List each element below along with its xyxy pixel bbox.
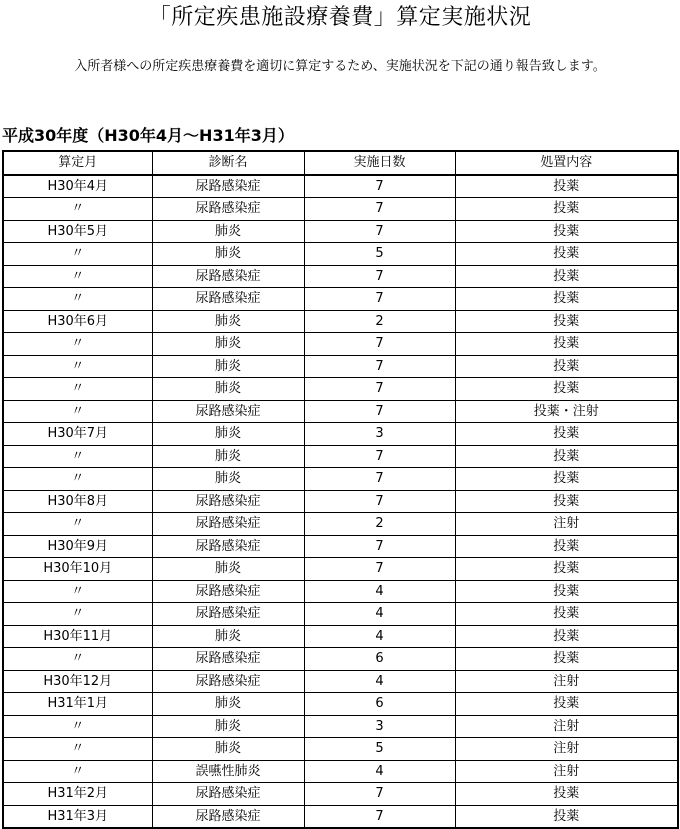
table-row <box>3 738 678 761</box>
cell-diagnosis: 肺炎 <box>152 378 304 401</box>
cell-month: 〃 <box>3 400 152 423</box>
header-diagnosis: 診断名 <box>152 151 304 175</box>
cell-days: 4 <box>304 670 455 693</box>
cell-treatment: 投薬 <box>455 693 678 716</box>
cell-diagnosis: 肺炎 <box>152 243 304 266</box>
cell-treatment: 投薬 <box>455 603 678 626</box>
table-row <box>3 558 678 581</box>
table-row <box>3 175 678 198</box>
cell-month: 〃 <box>3 760 152 783</box>
table-row <box>3 445 678 468</box>
cell-month: 〃 <box>3 355 152 378</box>
cell-days: 7 <box>304 288 455 311</box>
cell-treatment: 注射 <box>455 513 678 536</box>
cell-month: H30年8月 <box>3 490 152 513</box>
cell-days: 4 <box>304 603 455 626</box>
intro-text: 入所者様への所定疾患療養費を適切に算定するため、実施状況を下記の通り報告致します。 <box>74 59 606 74</box>
cell-month: 〃 <box>3 648 152 671</box>
cell-days: 7 <box>304 535 455 558</box>
cell-treatment: 注射 <box>455 715 678 738</box>
cell-month: 〃 <box>3 333 152 356</box>
cell-treatment: 投薬 <box>455 445 678 468</box>
cell-diagnosis: 尿路感染症 <box>152 198 304 221</box>
cell-treatment: 投薬 <box>455 625 678 648</box>
cell-treatment: 投薬 <box>455 310 678 333</box>
table-row <box>3 400 678 423</box>
cell-days: 7 <box>304 783 455 806</box>
table-body <box>3 175 678 829</box>
cell-diagnosis: 肺炎 <box>152 625 304 648</box>
cell-days: 6 <box>304 693 455 716</box>
cell-treatment: 投薬 <box>455 580 678 603</box>
cell-diagnosis: 肺炎 <box>152 445 304 468</box>
table-row <box>3 310 678 333</box>
cell-days: 7 <box>304 175 455 198</box>
table-row <box>3 288 678 311</box>
cell-month: 〃 <box>3 265 152 288</box>
table-row <box>3 670 678 693</box>
table-row <box>3 220 678 243</box>
cell-days: 7 <box>304 490 455 513</box>
cell-treatment: 注射 <box>455 670 678 693</box>
cell-days: 7 <box>304 220 455 243</box>
cell-month: H30年12月 <box>3 670 152 693</box>
cell-diagnosis: 尿路感染症 <box>152 670 304 693</box>
cell-treatment: 投薬 <box>455 490 678 513</box>
cell-treatment: 投薬 <box>455 535 678 558</box>
cell-diagnosis: 肺炎 <box>152 715 304 738</box>
table-row <box>3 535 678 558</box>
cell-diagnosis: 誤嚥性肺炎 <box>152 760 304 783</box>
cell-treatment: 投薬 <box>455 558 678 581</box>
cell-month: H31年1月 <box>3 693 152 716</box>
cell-treatment: 投薬 <box>455 175 678 198</box>
table-row <box>3 603 678 626</box>
cell-days: 7 <box>304 400 455 423</box>
cell-diagnosis: 肺炎 <box>152 310 304 333</box>
cell-diagnosis: 肺炎 <box>152 423 304 446</box>
cell-diagnosis: 尿路感染症 <box>152 175 304 198</box>
cell-month: H30年10月 <box>3 558 152 581</box>
cell-month: 〃 <box>3 468 152 491</box>
cell-treatment: 投薬 <box>455 198 678 221</box>
cell-days: 3 <box>304 715 455 738</box>
cell-treatment: 投薬 <box>455 783 678 806</box>
cell-treatment: 注射 <box>455 738 678 761</box>
cell-month: H30年6月 <box>3 310 152 333</box>
cell-days: 4 <box>304 760 455 783</box>
table-row <box>3 693 678 716</box>
cell-month: H30年5月 <box>3 220 152 243</box>
cell-diagnosis: 尿路感染症 <box>152 513 304 536</box>
cell-treatment: 投薬 <box>455 288 678 311</box>
cell-days: 7 <box>304 445 455 468</box>
cell-days: 4 <box>304 580 455 603</box>
cell-treatment: 投薬 <box>455 333 678 356</box>
table-row <box>3 580 678 603</box>
cell-month: H30年7月 <box>3 423 152 446</box>
header-days: 実施日数 <box>304 151 455 175</box>
cell-treatment: 投薬 <box>455 468 678 491</box>
header-month: 算定月 <box>3 151 152 175</box>
cell-month: 〃 <box>3 243 152 266</box>
cell-days: 2 <box>304 310 455 333</box>
table-row <box>3 513 678 536</box>
cell-month: 〃 <box>3 288 152 311</box>
section-title: 平成30年度（H30年4月～H31年3月） <box>2 126 294 145</box>
cell-treatment: 投薬 <box>455 423 678 446</box>
cell-diagnosis: 尿路感染症 <box>152 265 304 288</box>
cell-month: 〃 <box>3 445 152 468</box>
report-table <box>2 150 679 829</box>
cell-days: 5 <box>304 243 455 266</box>
table-row <box>3 243 678 266</box>
cell-days: 7 <box>304 198 455 221</box>
table-row <box>3 423 678 446</box>
cell-diagnosis: 尿路感染症 <box>152 805 304 828</box>
cell-month: 〃 <box>3 513 152 536</box>
table-row <box>3 468 678 491</box>
cell-diagnosis: 尿路感染症 <box>152 783 304 806</box>
cell-month: H31年2月 <box>3 783 152 806</box>
header-treatment: 処置内容 <box>455 151 678 175</box>
cell-days: 7 <box>304 805 455 828</box>
cell-days: 7 <box>304 378 455 401</box>
cell-treatment: 注射 <box>455 760 678 783</box>
cell-days: 6 <box>304 648 455 671</box>
cell-diagnosis: 尿路感染症 <box>152 400 304 423</box>
table-row <box>3 805 678 828</box>
cell-diagnosis: 肺炎 <box>152 333 304 356</box>
cell-treatment: 投薬 <box>455 243 678 266</box>
cell-days: 3 <box>304 423 455 446</box>
cell-days: 5 <box>304 738 455 761</box>
cell-month: 〃 <box>3 198 152 221</box>
cell-treatment: 投薬・注射 <box>455 400 678 423</box>
cell-month: H30年9月 <box>3 535 152 558</box>
cell-diagnosis: 肺炎 <box>152 738 304 761</box>
table-row <box>3 760 678 783</box>
cell-diagnosis: 尿路感染症 <box>152 580 304 603</box>
table-row <box>3 783 678 806</box>
cell-days: 7 <box>304 468 455 491</box>
cell-days: 7 <box>304 558 455 581</box>
cell-diagnosis: 肺炎 <box>152 558 304 581</box>
cell-days: 7 <box>304 265 455 288</box>
table-row <box>3 333 678 356</box>
cell-treatment: 投薬 <box>455 265 678 288</box>
cell-diagnosis: 尿路感染症 <box>152 535 304 558</box>
cell-month: 〃 <box>3 738 152 761</box>
cell-month: H31年3月 <box>3 805 152 828</box>
table-row <box>3 265 678 288</box>
table-row <box>3 355 678 378</box>
cell-month: 〃 <box>3 580 152 603</box>
cell-diagnosis: 肺炎 <box>152 693 304 716</box>
cell-days: 7 <box>304 333 455 356</box>
cell-treatment: 投薬 <box>455 648 678 671</box>
table-row <box>3 648 678 671</box>
cell-month: 〃 <box>3 715 152 738</box>
table-row <box>3 490 678 513</box>
cell-month: H30年11月 <box>3 625 152 648</box>
cell-treatment: 投薬 <box>455 355 678 378</box>
cell-days: 2 <box>304 513 455 536</box>
cell-month: 〃 <box>3 603 152 626</box>
cell-diagnosis: 尿路感染症 <box>152 603 304 626</box>
page-title: 「所定疾患施設療養費」算定実施状況 <box>148 5 532 30</box>
cell-diagnosis: 肺炎 <box>152 355 304 378</box>
cell-diagnosis: 尿路感染症 <box>152 648 304 671</box>
table-row <box>3 198 678 221</box>
cell-diagnosis: 尿路感染症 <box>152 490 304 513</box>
cell-diagnosis: 肺炎 <box>152 468 304 491</box>
header-row <box>3 151 678 175</box>
cell-month: H30年4月 <box>3 175 152 198</box>
table-header <box>3 151 678 175</box>
table-row <box>3 715 678 738</box>
table-row <box>3 625 678 648</box>
cell-treatment: 投薬 <box>455 220 678 243</box>
cell-diagnosis: 尿路感染症 <box>152 288 304 311</box>
cell-treatment: 投薬 <box>455 805 678 828</box>
cell-month: 〃 <box>3 378 152 401</box>
table-row <box>3 378 678 401</box>
cell-days: 7 <box>304 355 455 378</box>
cell-days: 4 <box>304 625 455 648</box>
cell-diagnosis: 肺炎 <box>152 220 304 243</box>
cell-treatment: 投薬 <box>455 378 678 401</box>
